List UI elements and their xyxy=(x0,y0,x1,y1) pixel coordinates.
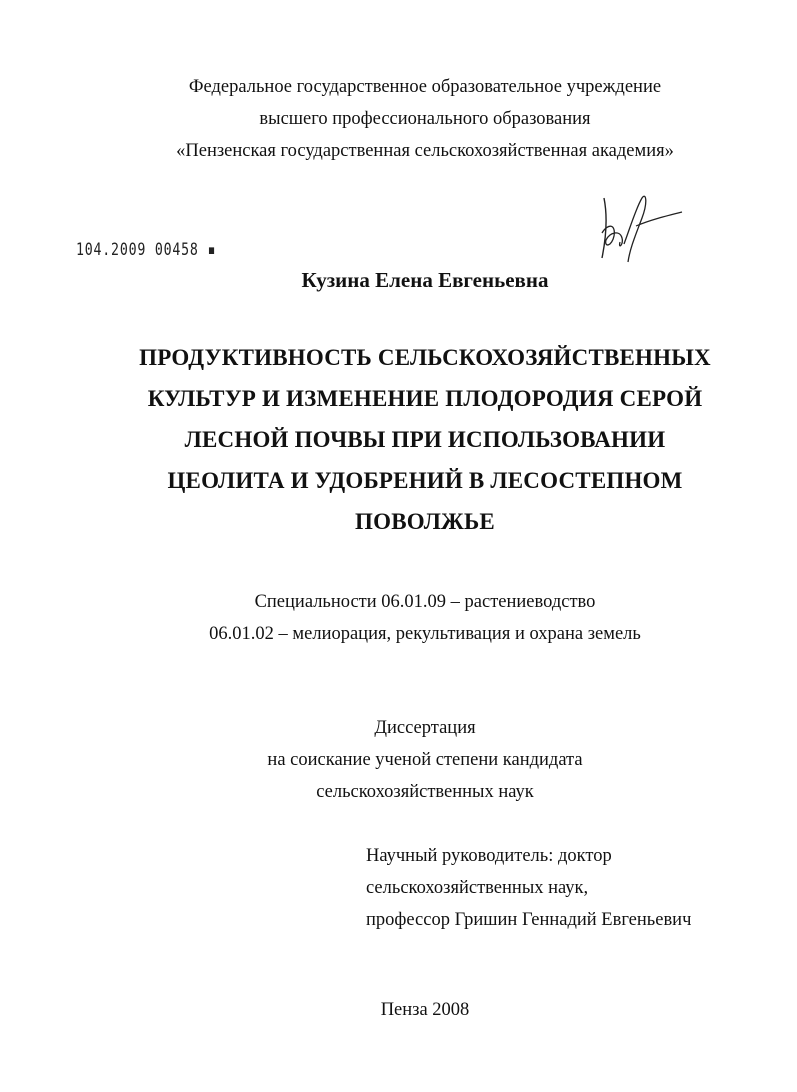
archive-code: 104.2009 00458 ▪ xyxy=(76,240,217,260)
title-line-4: ЦЕОЛИТА И УДОБРЕНИЙ В ЛЕСОСТЕПНОМ xyxy=(167,468,683,493)
institution-line-3: «Пензенская государственная сельскохозяйственная академия» xyxy=(176,141,674,161)
specialty-line-2: 06.01.02 – мелиорация, рекультивация и охрана земель xyxy=(209,624,641,644)
city-year: Пенза 2008 xyxy=(380,1000,470,1020)
specialty-line-1: Специальности 06.01.09 – растениеводство xyxy=(254,592,596,612)
signature-icon xyxy=(590,188,690,268)
supervisor-line-3: профессор Гришин Геннадий Евгеньевич xyxy=(366,910,692,930)
supervisor-line-2: сельскохозяйственных наук, xyxy=(366,878,589,898)
institution-line-1: Федеральное государственное образовательное учреждение xyxy=(188,77,662,97)
author-name: Кузина Елена Евгеньевна xyxy=(301,268,549,292)
supervisor-line-1: Научный руководитель: доктор xyxy=(366,846,612,866)
title-line-2: КУЛЬТУР И ИЗМЕНЕНИЕ ПЛОДОРОДИЯ СЕРОЙ xyxy=(147,386,703,411)
title-line-1: ПРОДУКТИВНОСТЬ СЕЛЬСКОХОЗЯЙСТВЕННЫХ xyxy=(139,345,711,370)
institution-line-2: высшего профессионального образования xyxy=(259,109,591,129)
degree-line: на соискание ученой степени кандидата xyxy=(267,750,583,770)
title-line-5: ПОВОЛЖЬЕ xyxy=(355,509,495,534)
title-line-3: ЛЕСНОЙ ПОЧВЫ ПРИ ИСПОЛЬЗОВАНИИ xyxy=(184,427,666,452)
field-line: сельскохозяйственных наук xyxy=(316,782,534,802)
dissertation-label: Диссертация xyxy=(374,718,476,738)
